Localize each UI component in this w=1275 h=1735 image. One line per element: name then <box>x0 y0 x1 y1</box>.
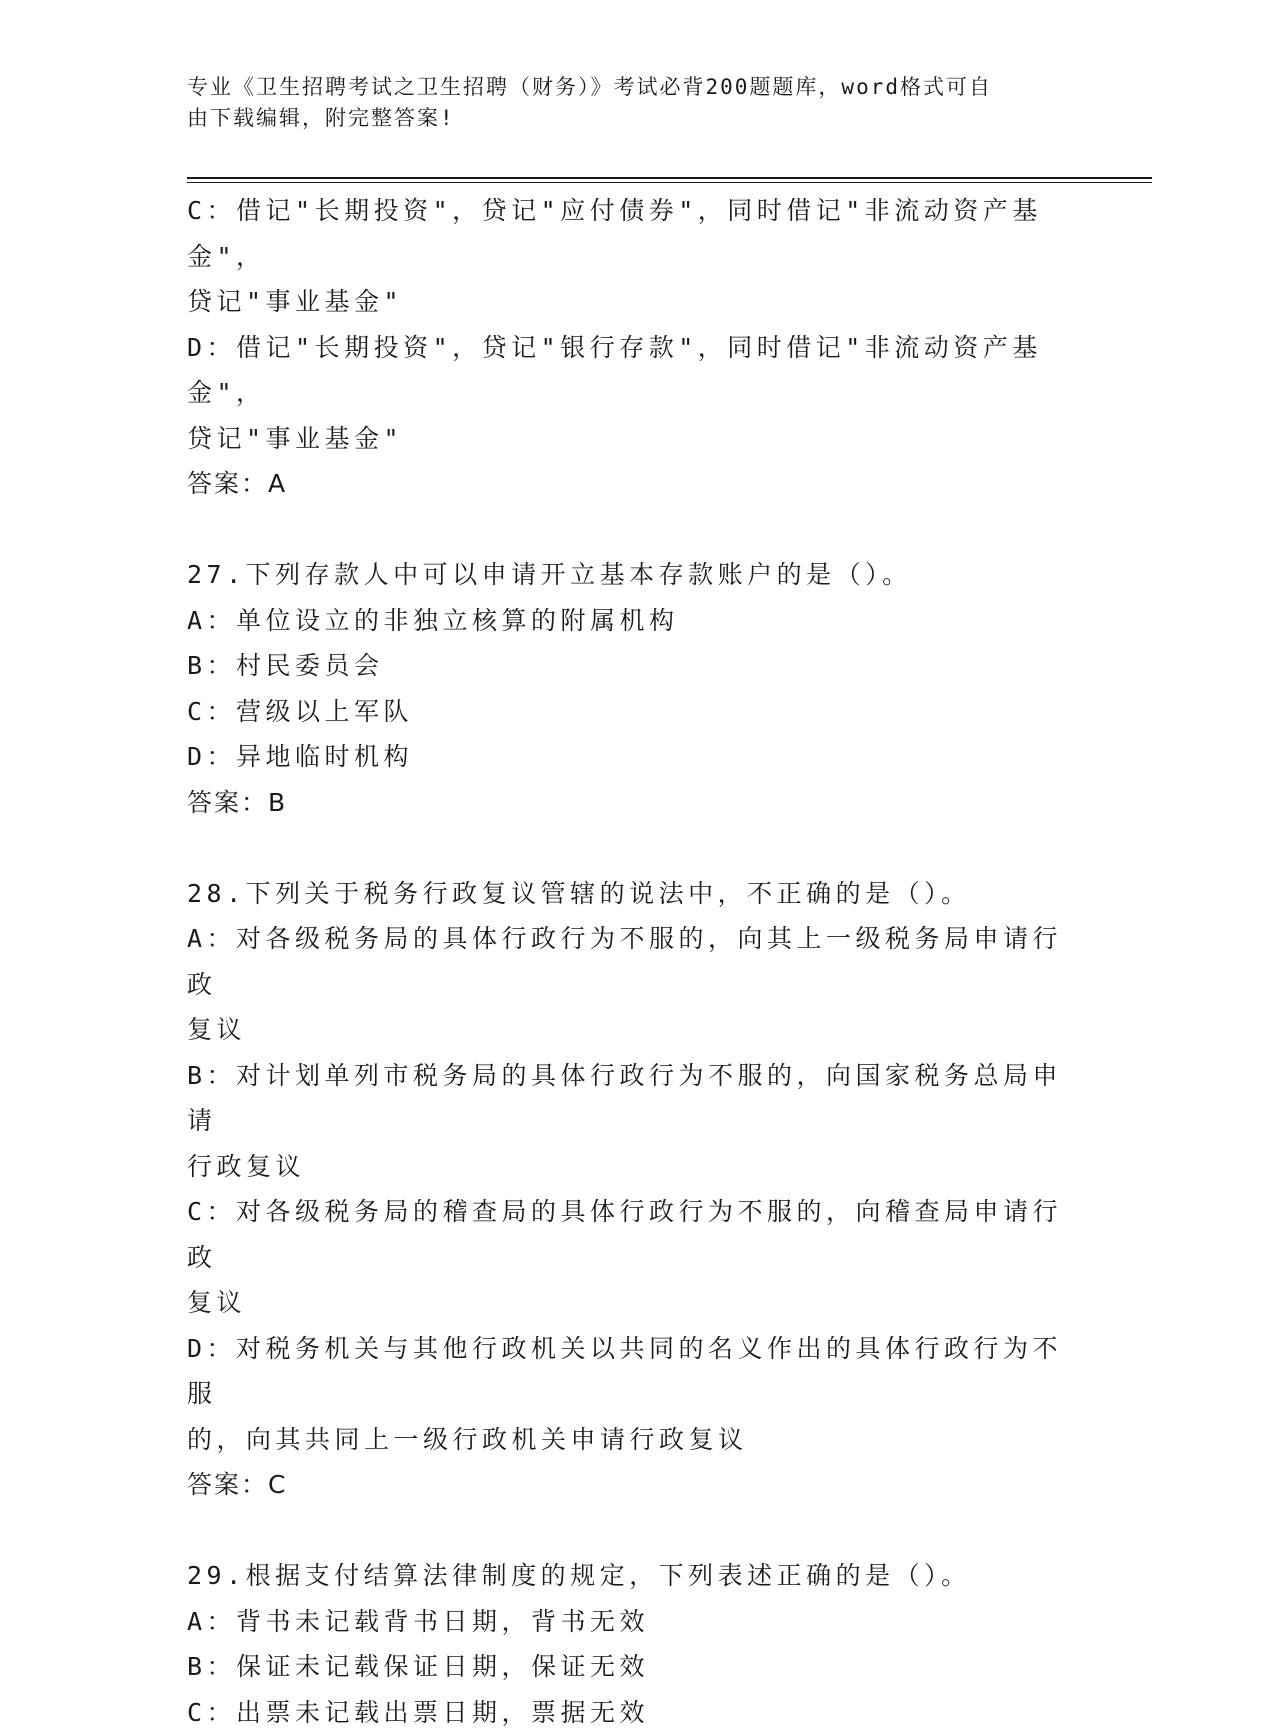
q29-stem: 29.根据支付结算法律制度的规定，下列表述正确的是（）。 <box>187 1553 1087 1599</box>
q28-stem: 28.下列关于税务行政复议管辖的说法中，不正确的是（）。 <box>187 871 1087 917</box>
header-title-line-2: 由下载编辑，附完整答案! <box>187 103 1067 134</box>
q27-stem: 27.下列存款人中可以申请开立基本存款账户的是（）。 <box>187 552 1087 598</box>
header-title-line-1: 专业《卫生招聘考试之卫生招聘（财务）》考试必背200题题库，word格式可自 <box>187 72 1067 103</box>
question-27 <box>187 552 1087 825</box>
question-26-tail <box>187 188 1087 507</box>
question-29 <box>187 1553 1087 1735</box>
q27-option-d: D：异地临时机构 <box>187 734 1087 780</box>
q28-option-b-line-1: B：对计划单列市税务局的具体行政行为不服的，向国家税务总局申请 <box>187 1053 1087 1144</box>
q29-option-a: A：背书未记载背书日期，背书无效 <box>187 1599 1087 1645</box>
q27-option-a: A：单位设立的非独立核算的附属机构 <box>187 598 1087 644</box>
spacer <box>187 825 1087 871</box>
q28-option-b-line-2: 行政复议 <box>187 1144 1087 1190</box>
question-content <box>187 188 1087 1735</box>
q27-option-b: B：村民委员会 <box>187 643 1087 689</box>
question-28 <box>187 871 1087 1508</box>
header-divider-thin <box>187 182 1152 183</box>
header-divider-thick <box>187 177 1152 179</box>
spacer <box>187 1508 1087 1554</box>
q27-answer: 答案：B <box>187 780 1087 826</box>
spacer <box>187 507 1087 553</box>
q26-option-d-line-1: D：借记"长期投资"，贷记"银行存款"，同时借记"非流动资产基金"， <box>187 325 1087 416</box>
q28-option-c-line-1: C：对各级税务局的稽查局的具体行政行为不服的，向稽查局申请行政 <box>187 1189 1087 1280</box>
q26-option-c-line-1: C：借记"长期投资"，贷记"应付债券"，同时借记"非流动资产基金"， <box>187 188 1087 279</box>
q29-option-b: B：保证未记载保证日期，保证无效 <box>187 1644 1087 1690</box>
q26-answer: 答案：A <box>187 461 1087 507</box>
q28-option-a-line-2: 复议 <box>187 1007 1087 1053</box>
q26-option-c-line-2: 贷记"事业基金" <box>187 279 1087 325</box>
q28-answer: 答案：C <box>187 1462 1087 1508</box>
q28-option-d-line-1: D：对税务机关与其他行政机关以共同的名义作出的具体行政行为不服 <box>187 1326 1087 1417</box>
q28-option-c-line-2: 复议 <box>187 1280 1087 1326</box>
q27-option-c: C：营级以上军队 <box>187 689 1087 735</box>
q28-option-d-line-2: 的，向其共同上一级行政机关申请行政复议 <box>187 1417 1087 1463</box>
q29-option-c: C：出票未记载出票日期，票据无效 <box>187 1690 1087 1735</box>
q28-option-a-line-1: A：对各级税务局的具体行政行为不服的，向其上一级税务局申请行政 <box>187 916 1087 1007</box>
q26-option-d-line-2: 贷记"事业基金" <box>187 416 1087 462</box>
document-header <box>187 72 1067 134</box>
